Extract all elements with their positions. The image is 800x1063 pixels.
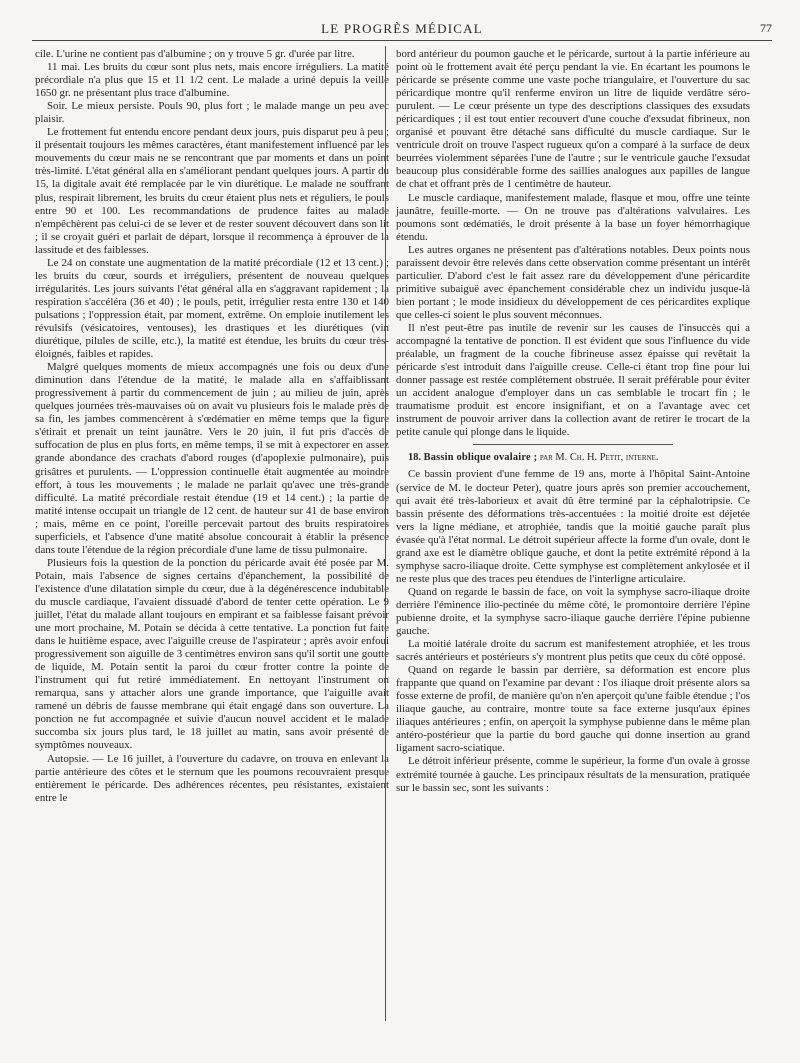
section-heading	[396, 451, 750, 464]
page-number: 77	[760, 21, 772, 35]
paragraph: 11 mai. Les bruits du cœur sont plus nets, mais encore irréguliers. La matité précordiale n'a plus que 15 et 11 1/2 cent. Le malade a uriné depuis la veille 1650 gr. ne présentant plus trace d'albumine.	[35, 61, 389, 100]
paragraph: Le frottement fut entendu encore pendant deux jours, puis disparut peu à peu ; il présentait toujours les mêmes caractères, étant manifestement influencé par les mouvements du cœur mais ne se rencontrant que par moments et dans un point très-limité. L'état général alla en s'améliorant pendant quelques jours. A partir du 15, la digitale avait été remplacée par le vin diurétique. Le malade ne souffrant plus, respirait librement, les bruits du cœur étaient plus nets et réguliers, le pouls entre 90 et 100. Les recommandations de prudence faites au malade n'empêchèrent pas celui-ci de se lever et de rester souvent découvert dans son lit ; il se croyait guéri et parlait de départ, lorsque il recommença à éprouver de la lassitude et des faiblesses.	[35, 126, 389, 256]
paragraph: Il n'est peut-être pas inutile de revenir sur les causes de l'insuccès qui a accompagné la tentative de ponction. Il est évident que sous l'influence du vide préalable, un fragment de la couche fibrineuse assez épaisse qui revêtait la péricarde s'est introduit dans l'aiguille creuse. Celle-ci étant trop fine pour lui donner passage est restée complétement obstruée. Il serait préférable pour éviter un accident analogue d'employer dans un cas semblable le trocart fin ; le traumatisme produit est encore insignifiant, et on a l'avantage avec cet instrument de pouvoir arriver dans la collection avant de retirer le trocart de la petite canule qui plonge dans le liquide.	[396, 321, 750, 439]
paragraph: bord antérieur du poumon gauche et le péricarde, surtout à la partie inférieure au point où le frottement avait été perçu pendant la vie. En écartant les poumons le péricarde se présente comme une vaste poche triangulaire, et l'ouverture du sac péricardique montre qu'il renferme environ un litre de liquide verdâtre séro-purulent. — Le cœur présente un type des descriptions classiques des exsudats péricardiques ; il est tout entier recouvert d'une couche d'exsudat fibrineux, non organisé et pouvant être détaché sans difficulté du muscle cardiaque. Sur le ventricule droit on trouve l'aspect rugueux qu'on a comparé à la surface de deux beurrées violemment séparées l'une de l'autre ; sur le ventricule gauche l'exsudat beaucoup plus considérable forme des saillies analogues aux papilles de langue de chat et offrant près de 1 centimètre de hauteur.	[396, 48, 750, 191]
paragraph: Soir. Le mieux persiste. Pouls 90, plus fort ; le malade mange un peu avec plaisir.	[35, 100, 389, 126]
paragraph: Quand on regarde le bassin par derrière, sa déformation est encore plus frappante que quand on l'examine par devant : l'os iliaque droit présente alors sa fosse externe de profil, de manière qu'on n'en aperçoit qu'une faible étendue ; l'os iliaque gauche, au contraire, montre toute sa face externe jusqu'aux épines iliaques antérieures ; enfin, on aperçoit la symphyse pubienne dans le même plan antéro-postérieur que la partie du bord gauche qui donne insertion au grand ligament sacro-sciatique.	[396, 664, 750, 755]
left-column	[35, 48, 389, 805]
section-author: par M. Ch. H. Petit, interne.	[539, 452, 659, 464]
header-rule	[32, 40, 772, 41]
paragraph: Le muscle cardiaque, manifestement malade, flasque et mou, offre une teinte jaunâtre, feuille-morte. — On ne trouve pas d'altérations valvulaires. Les poumons sont œdématiés, le droit présente à la base un foyer hémorrhagique étendu.	[396, 191, 750, 243]
section-rule	[473, 444, 673, 445]
paragraph: La moitié latérale droite du sacrum est manifestement atrophiée, et les trous sacrés antérieurs et postérieurs s'y montrent plus petits que ceux du côté opposé.	[396, 638, 750, 664]
paragraph: Les autres organes ne présentent pas d'altérations notables. Deux points nous paraissent devoir être relevés dans cette observation comme présentant un intérêt particulier. D'abord c'est le fait assez rare du développement d'une péricardite primitive subaiguë avec épanchement considérable chez un individu jusque-là bien portant ; le mode insidieux du développement de ces péricardites explique que celles-ci soient le plus souvent méconnues.	[396, 243, 750, 321]
paragraph: Le 24 on constate une augmentation de la matité précordiale (12 et 13 cent.) ; les bruits du cœur, sourds et irréguliers, présentent de nouveau quelques irrégularités. Les jours suivants l'état général alla en s'aggravant rapidement ; la respiration s'accéléra (36 et 40) ; le pouls, petit, irrégulier resta entre 130 et 140 pulsations ; l'oppression était, par moment, extrême. On emploie inutilement les révulsifs (vésicatoires, ventouses), les drastiques et les diurétiques (vin diurétique, pilules de scille, etc.), la matité est étendue, les bruits du cœur très-éloignés, faibles et rapides.	[35, 256, 389, 361]
paragraph: Plusieurs fois la question de la ponction du péricarde avait été posée par M. Potain, mais l'absence de signes certains d'épanchement, la possibilité de l'existence d'une dilatation simple du cœur, due à la dégénérescence indubitable du muscle cardiaque, l'avaient dissuadé d'abord de tenter cette opération. Le 9 juillet, l'état du malade allant toujours en empirant et sa faiblesse faisant prévoir une mort prochaine, M. Potain se décida à cette tentative. La ponction fut faite dans le huitième espace, avec l'aiguille creuse de l'aspirateur ; après avoir enfoui progressivement son aiguille de 3 centimètres environ sans qu'il sortit une goutte de liquide, M. Potain sentit la paroi du cœur frotter contre la pointe de l'instrument qui fut retiré immédiatement. En nettoyant l'instrument on remarqua, sans y attacher alors une grande importance, que l'aiguille avait ramené un débris de fausse membrane qui était engagé dans son ouverture. La ponction ne fut accompagnée et suivie d'aucun nouvel accident et le malade succomba six jours plus tard, le 18 juillet au matin, sans avoir présenté de symptômes nouveaux.	[35, 556, 389, 752]
paragraph: Le détroit inférieur présente, comme le supérieur, la forme d'un ovale à grosse extrémité tournée à gauche. Les principaux résultats de la mensuration, pratiquée sur le bassin sec, sont les suivants :	[396, 755, 750, 794]
paragraph: Autopsie. — Le 16 juillet, à l'ouverture du cadavre, on trouva en enlevant la partie antérieure des côtes et le sternum que les poumons recouvraient presque entièrement le péricarde. Des adhérences récentes, peu résistantes, existaient entre le	[35, 752, 389, 804]
journal-title: LE PROGRÈS MÉDICAL	[321, 21, 483, 36]
paragraph: Malgré quelques moments de mieux accompagnés une fois ou deux d'une diminution dans l'étendue de la matité, le malade alla en s'affaiblissant progressivement à partir du commencement de juin ; au milieu de juin, après quelques journées très-mauvaises où on avait vu plusieurs fois le malade près de sa fin, les jambes commencèrent à s'œdématier en même temps que la figure s'étirait et prenait un teint jaunâtre. Vers le 20 juin, il fut pris d'accès de suffocation de plus en plus forts, en même temps, il se mit à expectorer en assez grande abondance des crachats d'abord rouges (d'apoplexie pulmonaire), puis grisâtres et purulents. — L'oppression continuelle était augmentée au moindre effort, à tous les mouvements ; le malade ne parlait qu'avec une très-grande difficulté. La matité précordiale restait étendue (19 et 14 cent.) ; la partie de matité intense occupait un triangle de 12 cent. de hauteur sur 41 de base environ ; mais, même en ce point, l'oreille percevait partout des bruits respiratoires superficiels, et l'absence d'une matité absolue concourait à établir la présence dans toute l'étendue de la région précordiale d'une lame de tissu pulmonaire.	[35, 361, 389, 556]
right-column	[396, 48, 750, 795]
paragraph: Ce bassin provient d'une femme de 19 ans, morte à l'hôpital Saint-Antoine (service de M. le docteur Peter), quatre jours après son premier accouchement, qui avait été très-laborieux et avait dû être terminé par la céphalotripsie. Ce bassin présente des déformations très-accentuées : la moitié droite est déjetée vers la ligne médiane, et atrophiée, tandis que la moitié gauche paraît plus évasée qu'à l'état normal. Le détroit supérieur affecte la forme d'un ovale, dont le grand axe est le diamètre oblique gauche, et dont la petite extrémité répond à la symphyse sacro-iliaque droite. Cette symphyse est complètement ankylosée et il ne reste plus que des traces peu étendues de l'interligne articulaire.	[396, 468, 750, 585]
section-number: 18.	[408, 452, 421, 464]
paragraph: Quand on regarde le bassin de face, on voit la symphyse sacro-iliaque droite derrière l'éminence ilio-pectinée du même côté, le promontoire derrière l'épine pubienne droite, et la symphyse sacro-iliaque gauche derrière l'épine pubienne gauche.	[396, 585, 750, 638]
section-title: Bassin oblique ovalaire ;	[423, 452, 538, 464]
column-divider	[385, 46, 386, 1021]
paragraph: cile. L'urine ne contient pas d'albumine ; on y trouve 5 gr. d'urée par litre.	[35, 48, 355, 60]
